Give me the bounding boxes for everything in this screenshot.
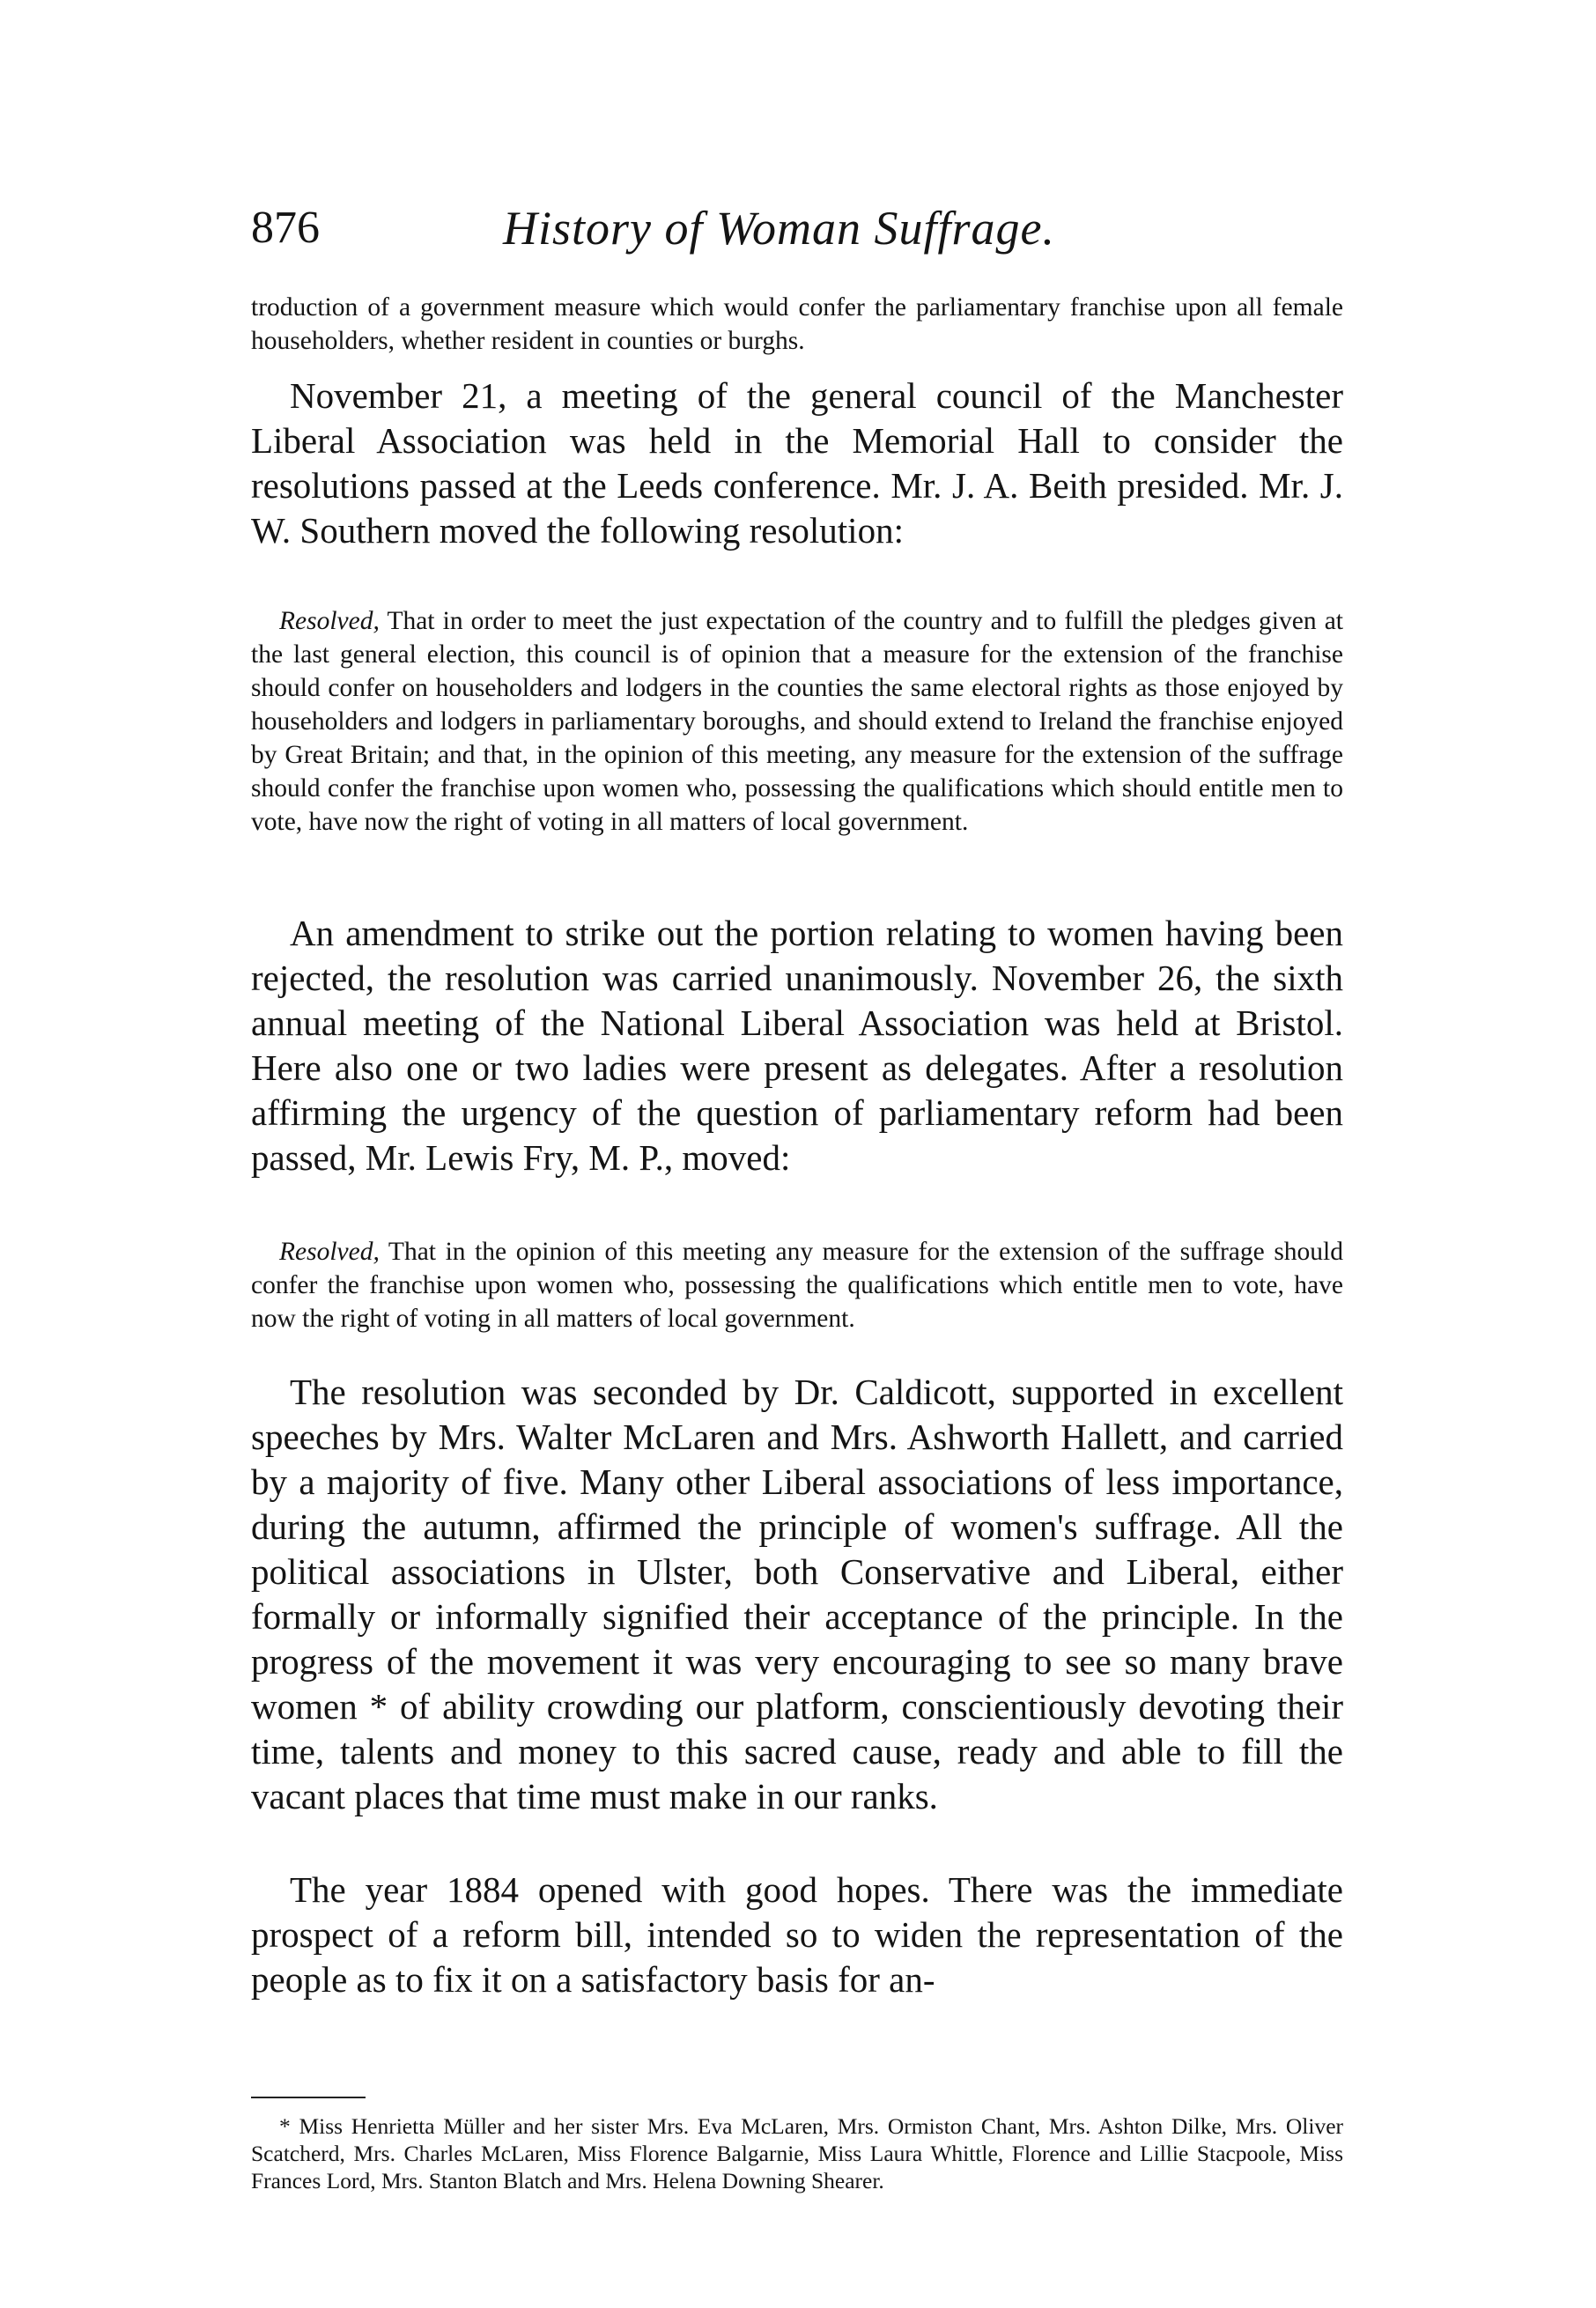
- page-number: 876: [251, 203, 320, 253]
- paragraph-text: of ability crowding our platform, conscientiously devoting their time, talents and money to this sacred cause, ready and able to fill the vacant places that time must make in our ranks.: [251, 1686, 1344, 1816]
- footnote-text: Miss Henrietta Müller and her sister Mrs. Eva McLaren, Mrs. Ormiston Chant, Mrs. Ashton Dilke, Mrs. Oliver Scatcherd, Mrs. Charles McLaren, Miss Florence Balgarnie, Miss Laura Whittle, Florence and Lillie Stacpoole, Miss Frances Lord, Mrs. Stanton Blatch and Mrs. Helena Downing Shearer.: [251, 2113, 1344, 2193]
- footnote: [251, 2112, 1343, 2194]
- paragraph-text: The resolution was seconded by Dr. Caldicott, supported in excellent speeches by Mrs. Walter McLaren and Mrs. Ashworth Hallett, and carried by a majority of five. Many other Liberal associations of less importance, during the autumn, affirmed the principle of women's suffrage. All the political associations in Ulster, both Conservative and Liberal, either formally or informally signified their acceptance of the principle. In the progress of the movement it was very encouraging to see so many brave women: [251, 1372, 1343, 1727]
- resolution-text: That in the opinion of this meeting any measure for the extension of the suffrage should confer the franchise upon women who, possessing the qualifications which entitle men to vote, have now the right of voting in all matters of local government.: [251, 1238, 1343, 1333]
- resolution-text: That in order to meet the just expectation of the country and to fulfill the pledges given at the last general election, this council is of opinion that a measure for the extension of the franchise should confer on householders and lodgers in the counties the same electoral rights as those enjoyed by householders and lodgers in parliamentary boroughs, and should extend to Ireland the franchise enjoyed by Great Britain; and that, in the opinion of this meeting, any measure for the extension of the suffrage should confer the franchise upon women who, possessing the qualifications which should entitle men to vote, have now the right of voting in all matters of local government.: [251, 607, 1343, 836]
- resolution-manchester: [251, 604, 1343, 839]
- footnote-reference: *: [357, 1686, 401, 1727]
- resolved-label: Resolved,: [279, 607, 380, 635]
- paragraph-caldicott: [251, 1370, 1343, 1819]
- running-title: History of Woman Suffrage.: [503, 202, 1056, 255]
- page-header: [251, 197, 1352, 268]
- continued-paragraph: troduction of a government measure which would confer the parliamentary franchise upon all female householders, whether resident in counties or burghs.: [251, 293, 1343, 355]
- resolution-bristol: [251, 1235, 1343, 1335]
- resolved-label: Resolved,: [279, 1238, 380, 1266]
- footnote-marker: *: [279, 2113, 299, 2139]
- paragraph-1884: The year 1884 opened with good hopes. There was the immediate prospect of a reform bill, intended so to widen the representation of the people as to fix it on a satisfactory basis for an-: [251, 1869, 1343, 2000]
- paragraph-bristol-meeting: An amendment to strike out the portion relating to women having been rejected, the resolution was carried unanimously. November 26, the sixth annual meeting of the National Liberal Association was held at Bristol. Here also one or two ladies were present as delegates. After a resolution affirming the urgency of the question of parliamentary reform had been passed, Mr. Lewis Fry, M. P., moved:: [251, 913, 1343, 1178]
- footnote-rule: [251, 2097, 366, 2098]
- paragraph-manchester-meeting: November 21, a meeting of the general council of the Manchester Liberal Association was held in the Memorial Hall to consider the resolutions passed at the Leeds conference. Mr. J. A. Beith presided. Mr. J. W. Southern moved the following resolution:: [251, 375, 1343, 551]
